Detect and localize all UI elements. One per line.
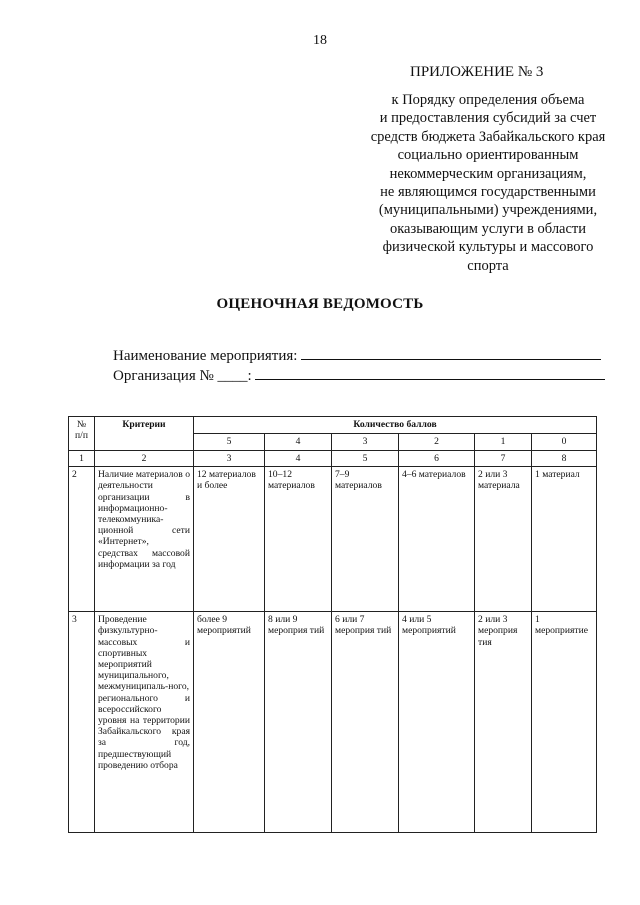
column-number: 4 bbox=[265, 451, 332, 467]
score-cell: 6 или 7 мероприя тий bbox=[332, 612, 399, 833]
column-number: 1 bbox=[69, 451, 95, 467]
score-value: 1 bbox=[475, 434, 532, 451]
document-title: ОЦЕНОЧНАЯ ВЕДОМОСТЬ bbox=[216, 296, 424, 312]
criterion-text: Наличие материалов о деятельности организации в информационно-телекоммуника-ционной сети «Интернет», средствах массовой информации за год bbox=[95, 467, 194, 612]
score-value: 2 bbox=[399, 434, 475, 451]
organization-label: Организация № ____: bbox=[113, 368, 252, 384]
table-header-row bbox=[69, 417, 597, 434]
appendix-subtitle-line: физической культуры и массового bbox=[382, 239, 594, 256]
score-cell: 2 или 3 материала bbox=[475, 467, 532, 612]
event-name-label: Наименование мероприятия: bbox=[113, 348, 298, 364]
appendix-subtitle-line: к Порядку определения объема bbox=[391, 92, 585, 108]
event-name-blank-line[interactable] bbox=[301, 346, 601, 360]
table-row bbox=[69, 467, 597, 612]
score-cell: 10–12 материалов bbox=[265, 467, 332, 612]
column-number: 8 bbox=[532, 451, 597, 467]
column-number: 7 bbox=[475, 451, 532, 467]
score-value: 0 bbox=[532, 434, 597, 451]
column-number: 6 bbox=[399, 451, 475, 467]
score-cell: 4 или 5 мероприятий bbox=[399, 612, 475, 833]
score-value: 4 bbox=[265, 434, 332, 451]
organization-blank-line[interactable] bbox=[255, 366, 605, 380]
evaluation-table bbox=[68, 416, 597, 833]
table-row bbox=[69, 612, 597, 833]
organization-field bbox=[113, 366, 605, 385]
appendix-subtitle-line: средств бюджета Забайкальского края bbox=[370, 128, 606, 145]
appendix-subtitle-line: оказывающим услуги в области bbox=[389, 220, 587, 237]
column-numbers-row bbox=[69, 451, 597, 467]
row-number: 3 bbox=[69, 612, 95, 833]
row-number: 2 bbox=[69, 467, 95, 612]
score-cell: 1 мероприятие bbox=[532, 612, 597, 833]
column-number: 2 bbox=[95, 451, 194, 467]
appendix-title: ПРИЛОЖЕНИЕ № 3 bbox=[410, 64, 544, 80]
score-header: Количество баллов bbox=[194, 417, 597, 434]
score-cell: 12 материалов и более bbox=[194, 467, 265, 612]
score-cell: более 9 мероприятий bbox=[194, 612, 265, 833]
appendix-subtitle-line: не являющимся государственными bbox=[380, 184, 596, 201]
score-value: 3 bbox=[332, 434, 399, 451]
appendix-subtitle bbox=[338, 91, 638, 275]
appendix-subtitle-line: социально ориентированным bbox=[397, 147, 579, 164]
appendix-subtitle-line: (муниципальными) учреждениями, bbox=[378, 202, 598, 219]
appendix-subtitle-line: спорта bbox=[467, 257, 509, 274]
appendix-subtitle-line: некоммерческим организациям, bbox=[389, 165, 587, 182]
column-number: 5 bbox=[332, 451, 399, 467]
score-value: 5 bbox=[194, 434, 265, 451]
score-cell: 8 или 9 мероприя тий bbox=[265, 612, 332, 833]
score-cell: 1 материал bbox=[532, 467, 597, 612]
page-number: 18 bbox=[313, 33, 327, 48]
event-name-field bbox=[113, 346, 601, 365]
col-num-header: № п/п bbox=[69, 417, 95, 451]
appendix-subtitle-line: и предоставления субсидий за счет bbox=[379, 110, 597, 127]
score-cell: 4–6 материалов bbox=[399, 467, 475, 612]
column-number: 3 bbox=[194, 451, 265, 467]
criterion-text: Проведение физкультурно-массовых и спортивных мероприятий муниципального, межмуниципаль-ного, регионального и всероссийского уровня на территории Забайкальского края за год, предшествующий проведению отбора bbox=[95, 612, 194, 833]
col-criteria-header: Критерии bbox=[95, 417, 194, 451]
score-cell: 2 или 3 мероприя тия bbox=[475, 612, 532, 833]
score-cell: 7–9 материалов bbox=[332, 467, 399, 612]
